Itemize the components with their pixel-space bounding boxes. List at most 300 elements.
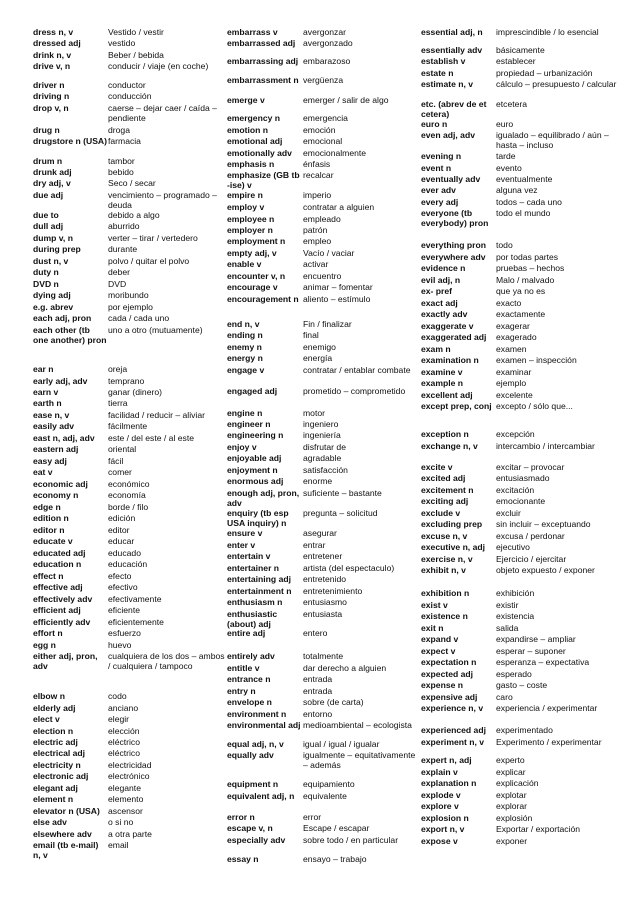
entry-translation: alguna vez [496, 185, 538, 195]
entry-translation: sobre (de carta) [303, 697, 364, 707]
entry-translation: ascensor [108, 806, 143, 816]
entry-translation: explotar [496, 790, 527, 800]
entry-translation: todos – cada uno [496, 197, 562, 207]
entry-translation: intercambio / intercambiar [496, 441, 595, 451]
entry-translation: imprescindible / lo esencial [496, 27, 599, 37]
entry-term: eat v [33, 467, 53, 477]
entry-translation: emoción [303, 125, 336, 135]
entry-term: export n, v [421, 824, 465, 834]
entry-term: equipment n [227, 779, 279, 789]
entry-term: environmental adj [227, 720, 301, 730]
entry-translation: economía [108, 490, 146, 500]
entry-term: drugstore n (USA) [33, 136, 107, 146]
entry-term: dump v, n [33, 233, 73, 243]
entry-term: drop v, n [33, 103, 69, 113]
entry-translation: tierra [108, 398, 128, 408]
entry-term: envelope n [227, 697, 272, 707]
entry-translation: deber [108, 267, 130, 277]
entry-term: economy n [33, 490, 79, 500]
entry-term: essential adj, n [421, 27, 483, 37]
entry-translation: este / del este / al este [108, 433, 194, 443]
entry-term: entertainer n [227, 563, 280, 573]
entry-term: excluding prep [421, 519, 483, 529]
entry-term: elect v [33, 714, 60, 724]
entry-term: employ v [227, 202, 265, 212]
entry-term: exact adj [421, 298, 458, 308]
entry-translation: que ya no es [496, 286, 546, 296]
entry-term: evidence n [421, 263, 466, 273]
entry-translation: existencia [496, 611, 535, 621]
entry-translation: electricidad [108, 760, 152, 770]
entry-translation: o si no [108, 817, 134, 827]
entry-translation: entretenido [303, 574, 347, 584]
entry-term: explosion n [421, 813, 469, 823]
entry-term: elsewhere adv [33, 829, 92, 839]
entry-translation: agradable [303, 453, 342, 463]
entry-term: entertain v [227, 551, 271, 561]
entry-translation: comer [108, 467, 132, 477]
entry-translation: Experimento / experimentar [496, 737, 602, 747]
entry-term: due to [33, 210, 59, 220]
entry-translation: básicamente [496, 45, 545, 55]
entry-term: else adv [33, 817, 67, 827]
entry-translation: final [303, 330, 319, 340]
entry-translation: enorme [303, 476, 333, 486]
entry-translation: artista (del espectaculo) [303, 563, 395, 573]
entry-term: establish v [421, 56, 466, 66]
entry-translation: tarde [496, 151, 516, 161]
entry-term: explode v [421, 790, 461, 800]
entry-term: driver n [33, 80, 65, 90]
entry-translation: prometido – comprometido [303, 386, 406, 396]
entry-term: drum n [33, 156, 63, 166]
entry-term: event n [421, 163, 452, 173]
entry-term: emotional adj [227, 136, 283, 146]
entry-term: everything pron [421, 240, 486, 250]
entry-term: expectation n [421, 657, 477, 667]
entry-translation: editor [108, 525, 130, 535]
entry-term: equal adj, n, v [227, 739, 284, 749]
entry-term: etc. (abrev de et cetera) [421, 99, 487, 119]
entry-term: embarrassing adj [227, 56, 299, 66]
entry-translation: Malo / malvado [496, 275, 555, 285]
entry-translation: ingeniero [303, 419, 339, 429]
entry-term: exercise n, v [421, 554, 473, 564]
entry-translation: borde / filo [108, 502, 149, 512]
entry-translation: conductor [108, 80, 146, 90]
entry-translation: Vestido / vestir [108, 27, 164, 37]
entry-translation: Vacío / vaciar [303, 248, 355, 258]
entry-term: emergency n [227, 113, 281, 123]
entry-translation: elección [108, 726, 140, 736]
entry-term: education n [33, 559, 82, 569]
entry-term: energy n [227, 353, 263, 363]
entry-translation: caro [496, 692, 513, 702]
entry-term: educated adj [33, 548, 86, 558]
entry-translation: exhibición [496, 588, 535, 598]
entry-translation: enemigo [303, 342, 336, 352]
entry-term: editor n [33, 525, 65, 535]
entry-term: elderly adj [33, 703, 76, 713]
entry-translation: totalmente [303, 651, 344, 661]
entry-translation: fácil [108, 456, 124, 466]
entry-translation: educación [108, 559, 148, 569]
entry-translation: experiencia / experimentar [496, 703, 598, 713]
entry-term: entrance n [227, 674, 271, 684]
entry-translation: vestido [108, 38, 136, 48]
entry-term: edge n [33, 502, 61, 512]
entry-term: elevator n (USA) [33, 806, 100, 816]
entry-term: entitle v [227, 663, 260, 673]
entry-term: east n, adj, adv [33, 433, 95, 443]
entry-translation: ejemplo [496, 378, 527, 388]
entry-translation: todo [496, 240, 513, 250]
entry-translation: propiedad – urbanización [496, 68, 593, 78]
entry-translation: tambor [108, 156, 135, 166]
entry-translation: Beber / bebida [108, 50, 164, 60]
entry-term: empire n [227, 190, 263, 200]
entry-translation: activar [303, 259, 329, 269]
entry-term: elbow n [33, 691, 65, 701]
entry-translation: embarazoso [303, 56, 351, 66]
entry-translation: verter – tirar / vertedero [108, 233, 198, 243]
entry-translation: eléctrico [108, 748, 140, 758]
entry-term: ease n, v [33, 410, 70, 420]
entry-translation: entretener [303, 551, 343, 561]
entry-term: engage v [227, 365, 265, 375]
entry-term: entirely adv [227, 651, 275, 661]
entry-translation: durante [108, 244, 138, 254]
entry-translation: temprano [108, 376, 145, 386]
entry-term: employee n [227, 214, 275, 224]
entry-translation: suficiente – bastante [303, 488, 382, 498]
entry-term: easy adj [33, 456, 67, 466]
entry-term: exception n [421, 429, 469, 439]
entry-translation: examen – inspección [496, 355, 577, 365]
entry-translation: Seco / secar [108, 178, 156, 188]
entry-translation: excelente [496, 390, 533, 400]
entry-term: experience n, v [421, 703, 484, 713]
entry-term: error n [227, 812, 255, 822]
entry-term: enough adj, pron, adv [227, 488, 300, 508]
entry-translation: experimentado [496, 725, 553, 735]
entry-translation: recalcar [303, 170, 334, 180]
entry-term: exhibit n, v [421, 565, 466, 575]
entry-term: efficiently adv [33, 617, 91, 627]
entry-translation: educar [108, 536, 135, 546]
entry-term: exclude v [421, 508, 461, 518]
entry-translation: efectivo [108, 582, 138, 592]
entry-translation: exactamente [496, 309, 546, 319]
entry-translation: dar derecho a alguien [303, 663, 387, 673]
entry-translation: encuentro [303, 271, 342, 281]
entry-translation: emocionante [496, 496, 546, 506]
entry-translation: imperio [303, 190, 332, 200]
entry-term: drink n, v [33, 50, 72, 60]
entry-translation: avergonzar [303, 27, 346, 37]
entry-translation: exponer [496, 836, 528, 846]
entry-term: existence n [421, 611, 468, 621]
entry-translation: motor [303, 408, 325, 418]
entry-translation: entusiasmado [496, 473, 550, 483]
entry-translation: huevo [108, 640, 132, 650]
entry-term: excitement n [421, 485, 474, 495]
entry-term: electric adj [33, 737, 78, 747]
entry-term: earn v [33, 387, 59, 397]
entry-translation: Fin / finalizar [303, 319, 352, 329]
entry-translation: elemento [108, 794, 144, 804]
entry-translation: excitar – provocar [496, 462, 565, 472]
entry-term: effectively adv [33, 594, 93, 604]
entry-term: equally adv [227, 750, 274, 760]
entry-term: engine n [227, 408, 263, 418]
entry-term: expense n [421, 680, 464, 690]
entry-translation: elegante [108, 783, 141, 793]
entry-term: expose v [421, 836, 458, 846]
entry-term: dust n, v [33, 256, 69, 266]
entry-term: electrical adj [33, 748, 86, 758]
entry-translation: todo el mundo [496, 208, 551, 218]
entry-translation: edición [108, 513, 136, 523]
entry-translation: exacto [496, 298, 522, 308]
entry-term: exit n [421, 623, 444, 633]
entry-translation: excluir [496, 508, 521, 518]
entry-term: examine v [421, 367, 463, 377]
entry-term: dull adj [33, 221, 64, 231]
entry-term: engaged adj [227, 386, 278, 396]
entry-term: entertainment n [227, 586, 292, 596]
entry-term: enemy n [227, 342, 262, 352]
entry-term: everyone (tb everybody) pron [421, 208, 489, 228]
entry-translation: excepción [496, 429, 535, 439]
entry-term: everywhere adv [421, 252, 486, 262]
entry-term: engineering n [227, 430, 284, 440]
entry-term: excite v [421, 462, 453, 472]
entry-term: estate n [421, 68, 454, 78]
entry-translation: farmacia [108, 136, 141, 146]
entry-term: even adj, adv [421, 130, 475, 140]
entry-term: election n [33, 726, 74, 736]
entry-term: egg n [33, 640, 56, 650]
entry-term: excellent adj [421, 390, 473, 400]
entry-term: electronic adj [33, 771, 89, 781]
entry-term: entry n [227, 686, 256, 696]
entry-term: ex- pref [421, 286, 453, 296]
entry-term: end n, v [227, 319, 260, 329]
entry-term: evil adj, n [421, 275, 461, 285]
entry-term: exaggerate v [421, 321, 474, 331]
entry-term: every adj [421, 197, 459, 207]
entry-term: efficient adj [33, 605, 81, 615]
entry-term: encouragement n [227, 294, 299, 304]
entry-term: experiment n, v [421, 737, 485, 747]
entry-translation: efectivamente [108, 594, 162, 604]
entry-term: edition n [33, 513, 69, 523]
entry-term: ensure v [227, 528, 263, 538]
entry-translation: entrada [303, 686, 333, 696]
entry-translation: contratar a alguien [303, 202, 375, 212]
entry-translation: esfuerzo [108, 628, 141, 638]
entry-term: exciting adj [421, 496, 469, 506]
entry-translation: caerse – dejar caer / caída – pendiente [108, 103, 217, 123]
entry-translation: excitación [496, 485, 535, 495]
entry-term: emotion n [227, 125, 269, 135]
entry-term: excuse n, v [421, 531, 468, 541]
entry-term: employment n [227, 236, 286, 246]
entry-translation: eléctrico [108, 737, 140, 747]
entry-term: email (tb e-mail) n, v [33, 840, 99, 860]
entry-translation: explorar [496, 801, 528, 811]
entry-translation: ganar (dinero) [108, 387, 162, 397]
entry-term: empty adj, v [227, 248, 277, 258]
entry-translation: efecto [108, 571, 132, 581]
entry-translation: igualado – equilibrado / aún – hasta – incluso [496, 130, 609, 150]
entry-term: ever adv [421, 185, 456, 195]
entry-term: drug n [33, 125, 60, 135]
entry-term: environment n [227, 709, 287, 719]
entry-translation: animar – fomentar [303, 282, 373, 292]
entry-term: either adj, pron, adv [33, 651, 98, 671]
entry-translation: asegurar [303, 528, 337, 538]
entry-term: exactly adv [421, 309, 468, 319]
entry-term: easily adv [33, 421, 75, 431]
entry-translation: patrón [303, 225, 328, 235]
entry-translation: examen [496, 344, 527, 354]
entry-term: dressed adj [33, 38, 81, 48]
entry-term: enjoy v [227, 442, 257, 452]
entry-translation: sobre todo / en particular [303, 835, 399, 845]
entry-term: estimate n, v [421, 79, 474, 89]
entry-translation: entusiasmo [303, 597, 347, 607]
entry-term: drive v, n [33, 61, 71, 71]
entry-term: example n [421, 378, 464, 388]
entry-term: each other (tb one another) pron [33, 325, 107, 345]
entry-term: during prep [33, 244, 81, 254]
entry-term: effective adj [33, 582, 83, 592]
entry-translation: medioambiental – ecologista [303, 720, 412, 730]
entry-term: ending n [227, 330, 263, 340]
entry-translation: Ejercicio / ejercitar [496, 554, 567, 564]
entry-term: exist v [421, 600, 448, 610]
entry-translation: entrada [303, 674, 333, 684]
entry-term: enjoyment n [227, 465, 278, 475]
entry-translation: esperar – suponer [496, 646, 566, 656]
entry-term: due adj [33, 190, 64, 200]
entry-term: essay n [227, 854, 259, 864]
entry-term: expert n, adj [421, 755, 472, 765]
entry-translation: electrónico [108, 771, 150, 781]
entry-translation: eficientemente [108, 617, 164, 627]
entry-term: exhibition n [421, 588, 470, 598]
entry-translation: gasto – coste [496, 680, 548, 690]
entry-translation: económico [108, 479, 150, 489]
entry-term: dying adj [33, 290, 71, 300]
entry-translation: equipamiento [303, 779, 355, 789]
entry-term: euro n [421, 119, 448, 129]
entry-translation: codo [108, 691, 127, 701]
entry-term: early adj, adv [33, 376, 88, 386]
entry-translation: excepto / sólo que... [496, 401, 573, 411]
entry-translation: ingeniería [303, 430, 341, 440]
entry-term: excited adj [421, 473, 466, 483]
entry-term: entire adj [227, 628, 266, 638]
entry-translation: ejecutivo [496, 542, 530, 552]
entry-translation: ensayo – trabajo [303, 854, 367, 864]
entry-term: emerge v [227, 95, 265, 105]
entry-translation: Escape / escapar [303, 823, 370, 833]
entry-translation: objeto expuesto / exponer [496, 565, 595, 575]
entry-translation: entorno [303, 709, 333, 719]
entry-term: embarrassed adj [227, 38, 296, 48]
entry-translation: aburrido [108, 221, 140, 231]
entry-translation: avergonzado [303, 38, 353, 48]
entry-translation: energía [303, 353, 333, 363]
entry-term: electricity n [33, 760, 81, 770]
entry-translation: emocionalmente [303, 148, 367, 158]
entry-term: essentially adv [421, 45, 483, 55]
entry-term: embarrass v [227, 27, 278, 37]
entry-translation: equivalente [303, 791, 347, 801]
entry-translation: educado [108, 548, 141, 558]
entry-term: eventually adv [421, 174, 481, 184]
entry-translation: evento [496, 163, 522, 173]
entry-term: expected adj [421, 669, 474, 679]
entry-term: expensive adj [421, 692, 478, 702]
entry-translation: error [303, 812, 322, 822]
entry-translation: explosión [496, 813, 533, 823]
entry-translation: Exportar / exportación [496, 824, 581, 834]
entry-term: equivalent adj, n [227, 791, 295, 801]
entry-translation: euro [496, 119, 514, 129]
entry-translation: establecer [496, 56, 536, 66]
entry-term: embarrassment n [227, 75, 299, 85]
entry-term: exam n [421, 344, 451, 354]
entry-term: explain v [421, 767, 458, 777]
entry-translation: exagerar [496, 321, 530, 331]
entry-translation: uno a otro (mutuamente) [108, 325, 203, 335]
entry-term: explore v [421, 801, 459, 811]
entry-term: except prep, conj [421, 401, 492, 411]
entry-translation: disfrutar de [303, 442, 346, 452]
entry-translation: expandirse – ampliar [496, 634, 576, 644]
entry-translation: emerger / salir de algo [303, 95, 389, 105]
entry-term: e.g. abrev [33, 302, 74, 312]
entry-translation: oriental [108, 444, 137, 454]
entry-translation: etcetera [496, 99, 528, 109]
entry-term: duty n [33, 267, 59, 277]
entry-translation: email [108, 840, 129, 850]
entry-translation: entusiasta [303, 609, 343, 619]
entry-term: earth n [33, 398, 62, 408]
entry-translation: debido a algo [108, 210, 160, 220]
entry-term: exchange n, v [421, 441, 478, 451]
entry-term: effort n [33, 628, 63, 638]
entry-translation: salida [496, 623, 519, 633]
entry-term: enormous adj [227, 476, 284, 486]
entry-term: dry adj, v [33, 178, 71, 188]
entry-translation: cualquiera de los dos – ambos / cualquiera / tampoco [108, 651, 225, 671]
entry-translation: polvo / quitar el polvo [108, 256, 190, 266]
entry-translation: vergüenza [303, 75, 344, 85]
entry-translation: cada / cada uno [108, 313, 170, 323]
entry-term: economic adj [33, 479, 88, 489]
entry-term: ear n [33, 364, 54, 374]
entry-term: emphasis n [227, 159, 275, 169]
entry-translation: emocional [303, 136, 343, 146]
entry-term: evening n [421, 151, 462, 161]
entry-term: encounter v, n [227, 271, 286, 281]
entry-translation: eficiente [108, 605, 141, 615]
